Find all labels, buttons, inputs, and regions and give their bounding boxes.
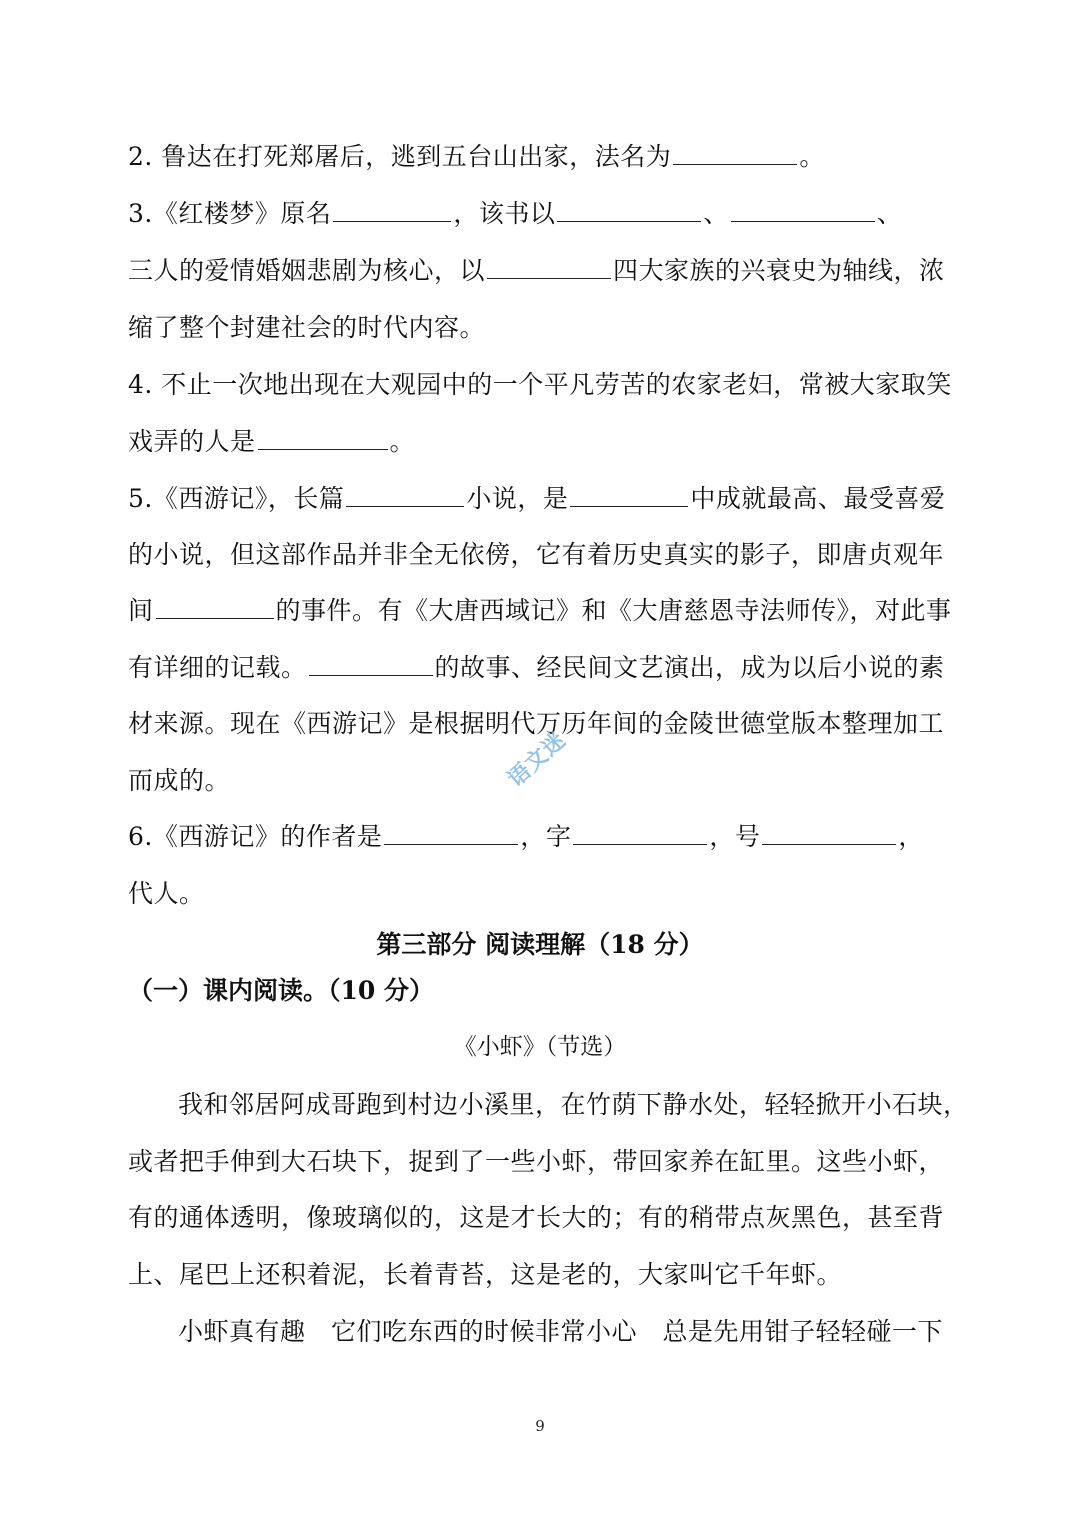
punctuation: 、	[876, 199, 903, 228]
punctuation: 。	[389, 427, 416, 456]
article-title: 《小虾》（节选）	[453, 1034, 627, 1060]
answer-blank	[346, 482, 464, 507]
question-5-line-5: 材来源。现在《西游记》是根据明代万历年间的金陵世德堂版本整理加工	[128, 709, 945, 738]
answer-blank	[156, 594, 274, 619]
question-2-line	[128, 140, 950, 174]
passage-line: 有的通体透明，像玻璃似的，这是才长大的；有的稍带点灰黑色，甚至背	[128, 1203, 945, 1232]
question-5-text: 5.《西游记》，长篇	[128, 484, 345, 513]
question-6-text: ，号	[709, 822, 761, 851]
question-5-line-2: 的小说，但这部作品并非全无依傍，它有着历史真实的影子，即唐贞观年	[128, 540, 945, 569]
question-3-text: 三人的爱情婚姻悲剧为核心，以	[128, 256, 486, 285]
question-6-line-2: 代人。	[128, 879, 205, 908]
question-3-line-3: 缩了整个封建社会的时代内容。	[128, 313, 486, 342]
question-3-text: 3.《红楼梦》原名	[128, 199, 332, 228]
question-5-text: 小说，是	[466, 484, 569, 513]
answer-blank	[384, 820, 518, 845]
section-title: 第三部分 阅读理解（18 分）	[376, 930, 704, 959]
question-3-text: 四大家族的兴衰史为轴线，浓	[613, 256, 945, 285]
question-5-text: 间	[128, 596, 154, 625]
question-5-line-4	[128, 651, 950, 685]
punctuation: 。	[799, 142, 825, 171]
question-5-line-6: 而成的。	[128, 766, 231, 795]
answer-blank	[573, 820, 707, 845]
question-5-line-3	[128, 594, 950, 628]
answer-blank	[309, 651, 433, 676]
question-6-line-1	[128, 820, 950, 854]
punctuation: 、	[703, 199, 729, 228]
answer-blank	[762, 820, 896, 845]
answer-blank	[258, 425, 388, 450]
answer-blank	[731, 197, 875, 222]
question-4-text: 戏弄的人是	[128, 427, 256, 456]
question-5-text: 中成就最高、最受喜爱	[690, 484, 946, 513]
punctuation: ，	[898, 822, 924, 851]
answer-blank	[333, 197, 451, 222]
answer-blank	[570, 482, 688, 507]
answer-blank	[487, 254, 611, 279]
subsection-title: （一）课内阅读。（10 分）	[128, 976, 434, 1005]
question-2-text: 2. 鲁达在打死郑屠后，逃到五台山出家，法名为	[128, 142, 672, 171]
question-6-text: 6.《西游记》的作者是	[128, 822, 383, 851]
watermark-logo: 语文迷	[502, 726, 572, 793]
passage-line: 我和邻居阿成哥跑到村边小溪里，在竹荫下静水处，轻轻掀开小石块，	[178, 1090, 969, 1119]
answer-blank	[673, 140, 797, 165]
answer-blank	[557, 197, 701, 222]
passage-line: 小虾真有趣 它们吃东西的时候非常小心 总是先用钳子轻轻碰一下	[178, 1317, 944, 1346]
question-5-text: 的事件。有《大唐西域记》和《大唐慈恩寺法师传》，对此事	[275, 596, 952, 625]
question-6-text: ，字	[520, 822, 572, 851]
question-5-line-1	[128, 482, 950, 516]
question-4-line-1: 4. 不止一次地出现在大观园中的一个平凡劳苦的农家老妇，常被大家取笑	[128, 370, 952, 399]
passage-line: 上、尾巴上还积着泥，长着青苔，这是老的，大家叫它千年虾。	[128, 1260, 843, 1289]
question-3-line-1	[128, 197, 950, 231]
question-5-text: 的故事、经民间文艺演出，成为以后小说的素	[434, 653, 945, 682]
question-4-line-2	[128, 425, 950, 459]
question-5-text: 有详细的记载。	[128, 653, 307, 682]
question-3-text: ，该书以	[453, 199, 556, 228]
page-number: 9	[535, 1417, 545, 1435]
passage-line: 或者把手伸到大石块下，捉到了一些小虾，带回家养在缸里。这些小虾，	[128, 1147, 945, 1176]
question-3-line-2	[128, 254, 950, 288]
